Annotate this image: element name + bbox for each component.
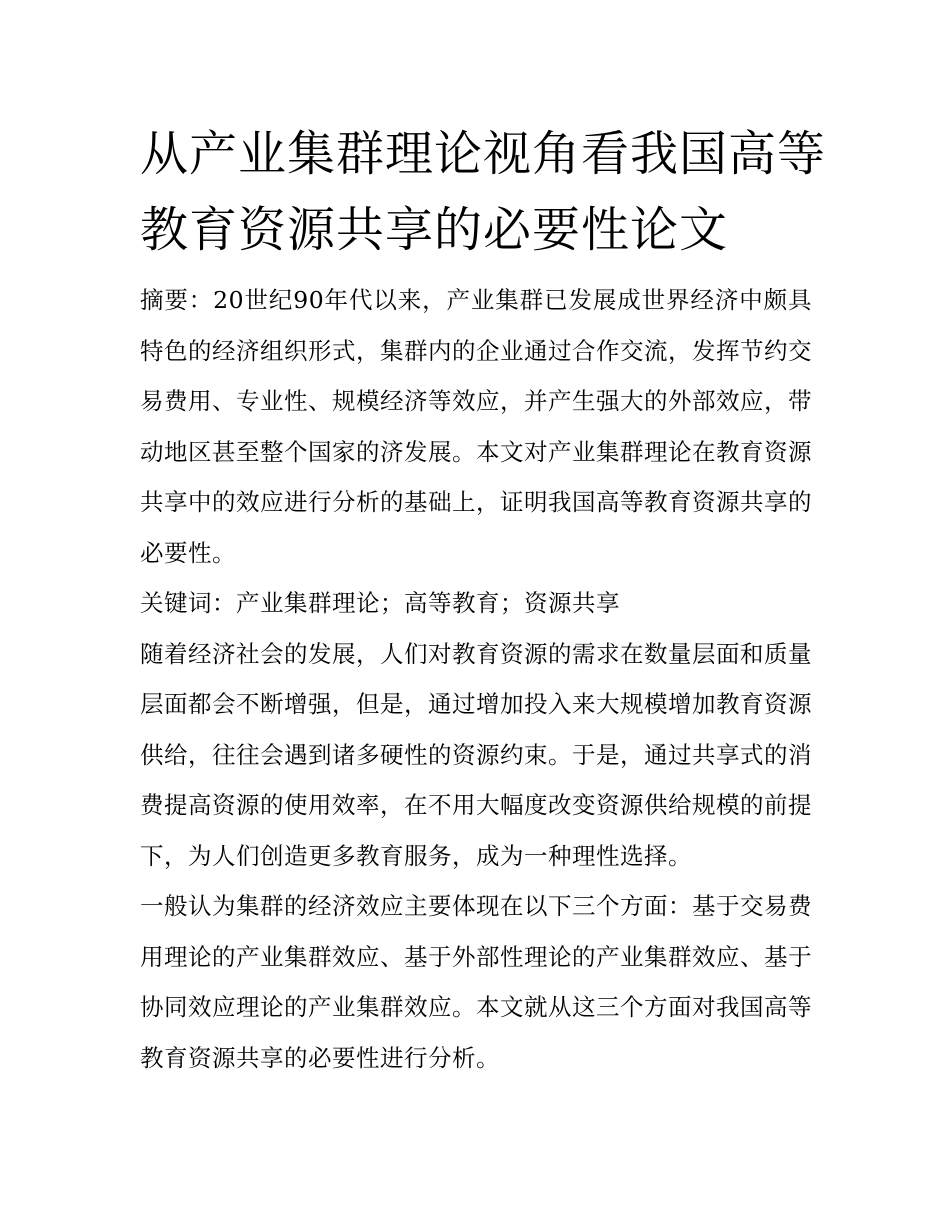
- body-paragraph-1: 随着经济社会的发展，人们对教育资源的需求在数量层面和质量层面都会不断增强，但是，通过增加投入来大规模增加教育资源供给，往往会遇到诸多硬性的资源约束。于是，通过共享式的消费提高资源的使用效率，在不用大幅度改变资源供给规模的前提下，为人们创造更多教育服务，成为一种理性选择。: [140, 639, 812, 870]
- body-paragraph-2: 一般认为集群的经济效应主要体现在以下三个方面：基于交易费用理论的产业集群效应、基于外部性理论的产业集群效应、基于协同效应理论的产业集群效应。本文就从这三个方面对我国高等教育资源共享的必要性进行分析。: [140, 892, 812, 1072]
- keywords-line: 关键词：产业集群理论；高等教育；资源共享: [140, 589, 620, 617]
- document-title: 从产业集群理论视角看我国高等教育资源共享的必要性论文: [140, 126, 827, 258]
- abstract-paragraph: 摘要：20世纪90年代以来，产业集群已发展成世界经济中颇具特色的经济组织形式，集群内的企业通过合作交流，发挥节约交易费用、专业性、规模经济等效应，并产生强大的外部效应，带动地区甚至整个国家的济发展。本文对产业集群理论在教育资源共享中的效应进行分析的基础上，证明我国高等教育资源共享的必要性。: [140, 286, 812, 567]
- document-body: [140, 275, 812, 1083]
